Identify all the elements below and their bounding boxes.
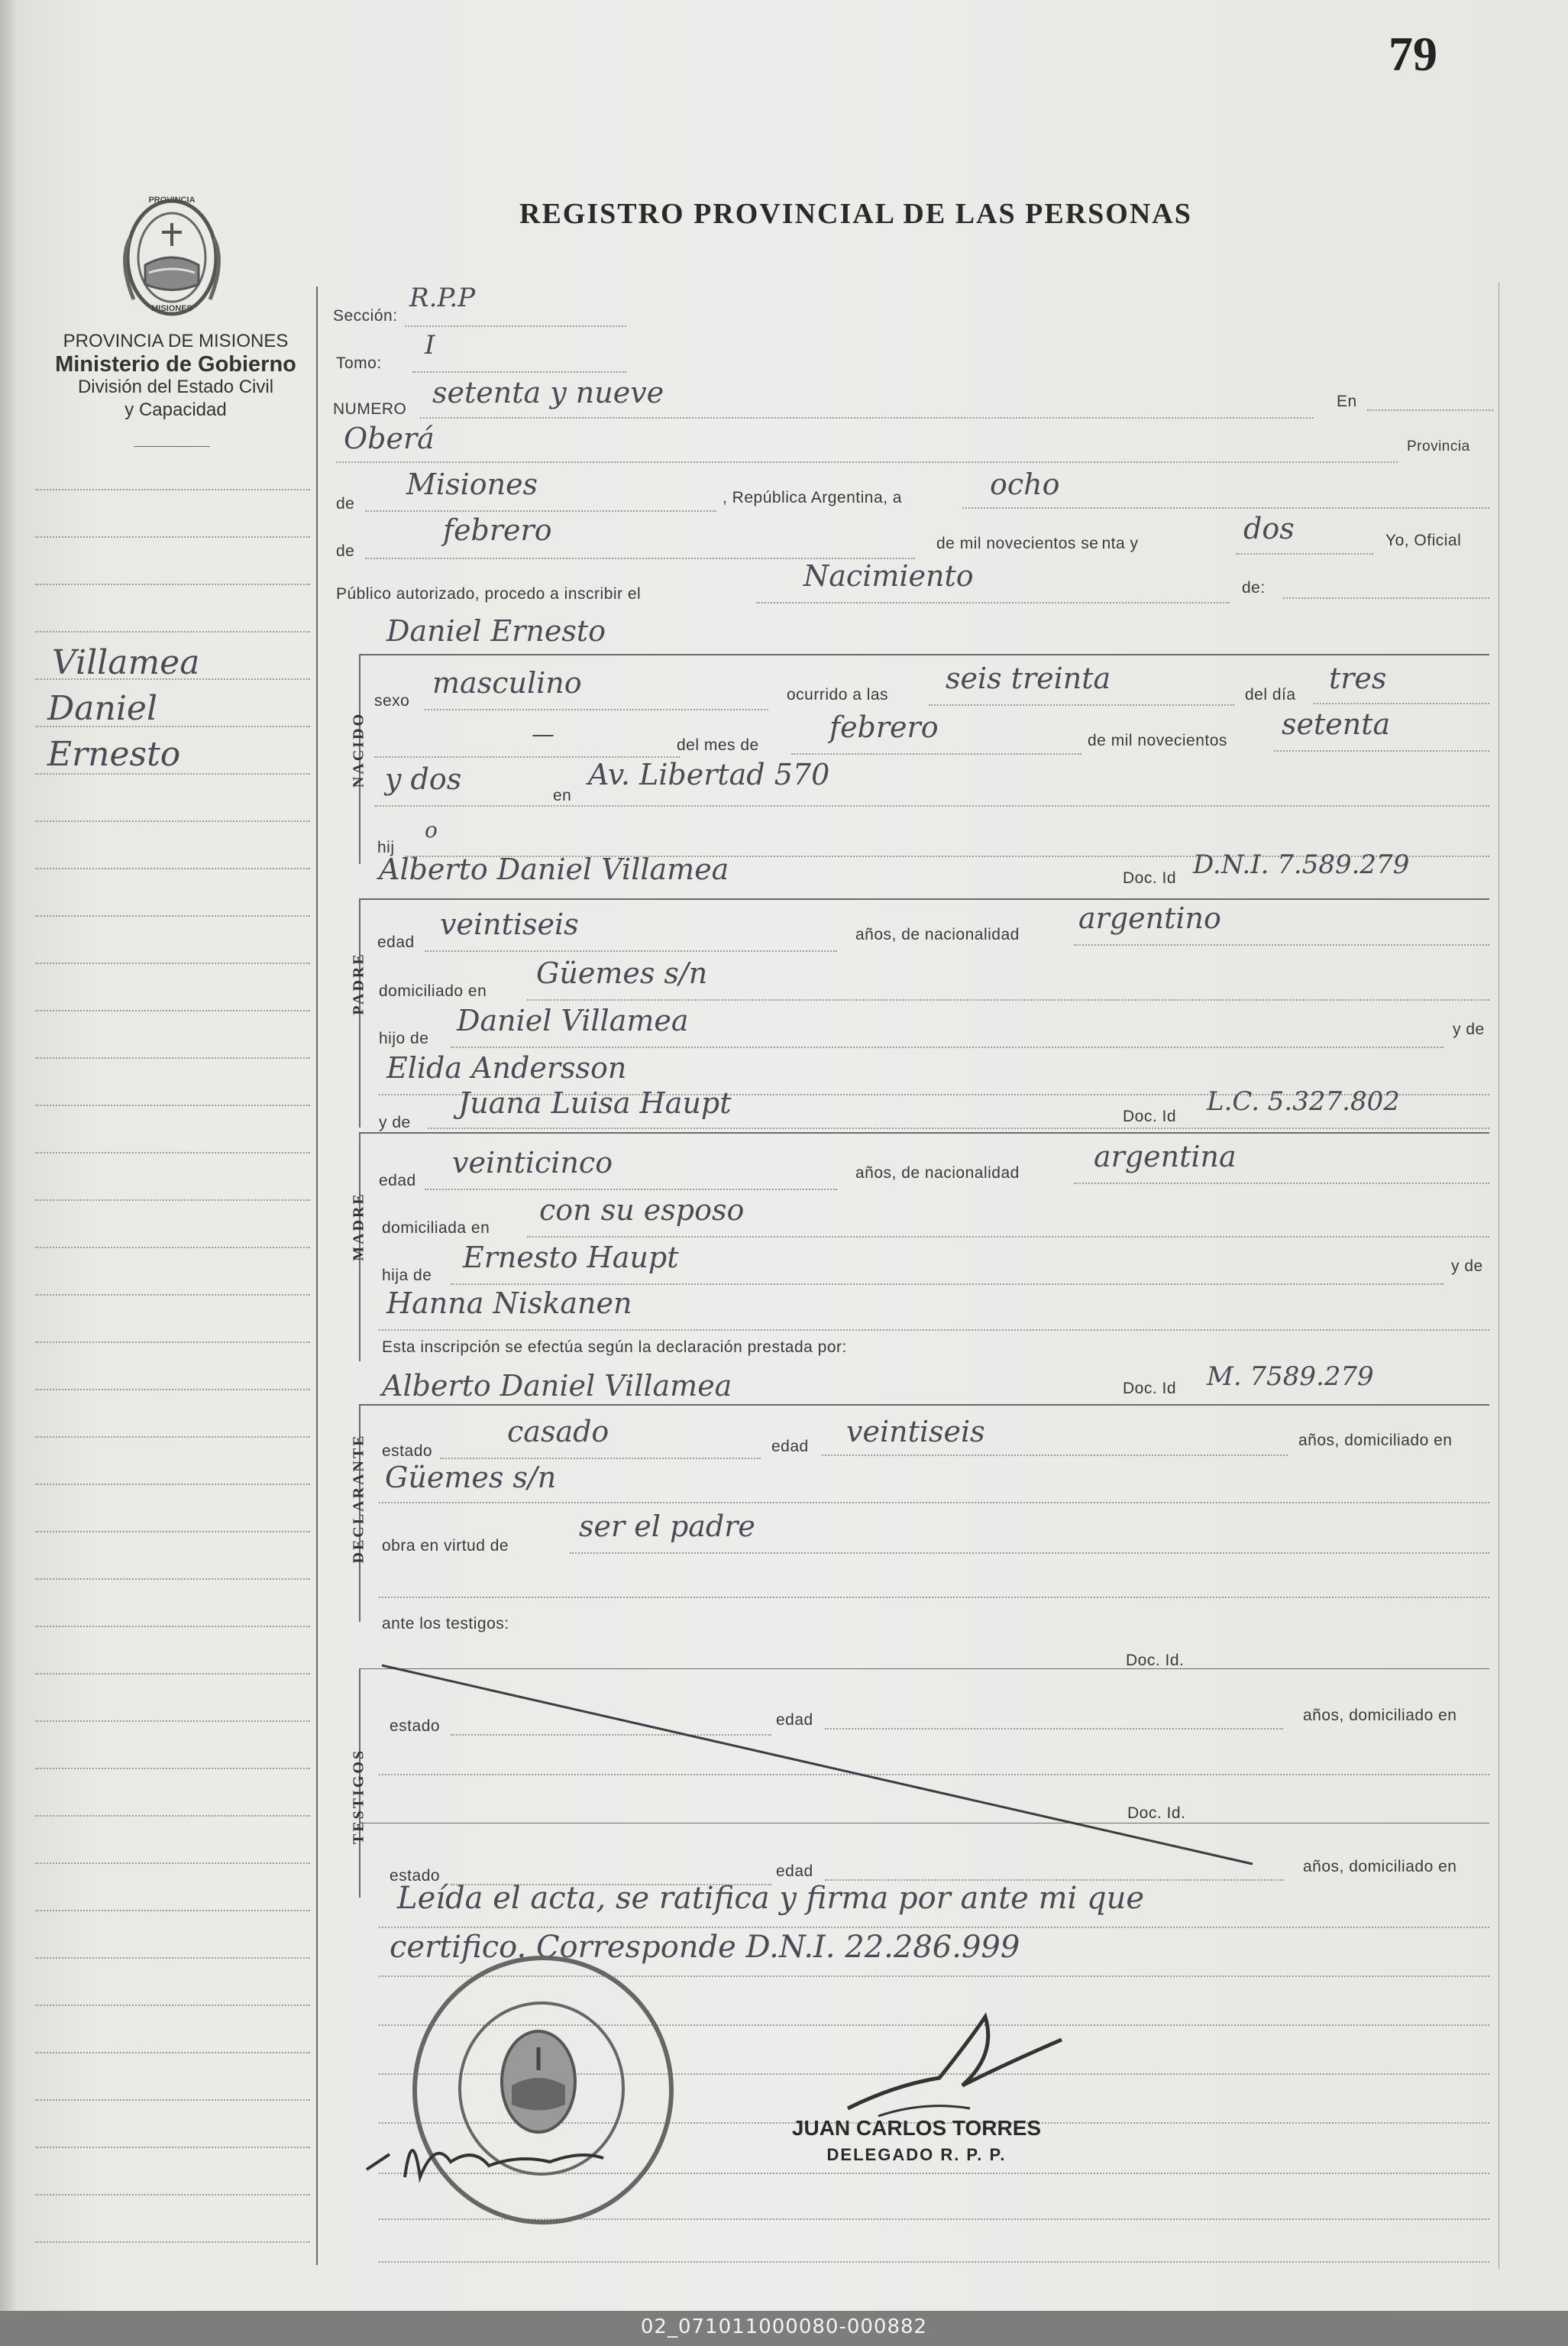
value-declarante-edad: veintiseis bbox=[846, 1415, 985, 1448]
rule bbox=[1314, 703, 1489, 704]
value-mes-acta: febrero bbox=[443, 513, 552, 547]
value-ano-acta: dos bbox=[1243, 512, 1295, 545]
label-y-de-2: y de bbox=[1451, 1257, 1483, 1275]
office-block bbox=[31, 330, 321, 422]
label-hija-de: hija de bbox=[382, 1267, 432, 1284]
label-de: de bbox=[336, 495, 355, 513]
rule bbox=[379, 1927, 1489, 1928]
label-edad-testigo-1: edad bbox=[776, 1711, 813, 1729]
rule bbox=[791, 753, 1081, 755]
label-anos-dom-declarante: años, domiciliado en bbox=[1298, 1432, 1453, 1449]
rule bbox=[365, 510, 716, 512]
label-edad-padre: edad bbox=[377, 934, 415, 951]
margin-rule bbox=[35, 1720, 310, 1722]
label-estado-declarante: estado bbox=[382, 1442, 433, 1460]
margin-rule bbox=[35, 489, 310, 490]
label-publico: Público autorizado, procedo a inscribir el bbox=[336, 585, 642, 603]
value-dia-cont: — bbox=[532, 721, 554, 748]
value-madre-padre: Ernesto Haupt bbox=[463, 1241, 679, 1274]
label-sexo: sexo bbox=[374, 692, 410, 710]
value-declarante-virtud: ser el padre bbox=[579, 1510, 755, 1543]
rule bbox=[1236, 553, 1373, 555]
value-hora: seis treinta bbox=[946, 662, 1111, 695]
value-madre-doc: L.C. 5.327.802 bbox=[1207, 1086, 1400, 1117]
label-de-2: de bbox=[336, 542, 355, 560]
closing-line-2: certifico. Corresponde D.N.I. 22.286.999 bbox=[390, 1930, 1020, 1965]
cancel-stroke bbox=[359, 1658, 1275, 1872]
value-madre-domicilio: con su esposo bbox=[539, 1193, 745, 1227]
rule bbox=[440, 1458, 761, 1459]
label-anos-dom-testigo-1: años, domiciliado en bbox=[1303, 1707, 1457, 1724]
rule bbox=[428, 1128, 1489, 1129]
rule bbox=[359, 654, 1489, 655]
label-y-de-madre: y de bbox=[379, 1114, 411, 1131]
label-provincia: Provincia bbox=[1407, 438, 1470, 455]
label-de-mil bbox=[936, 535, 1138, 553]
official-name: JUAN CARLOS TORRES bbox=[791, 2116, 1042, 2140]
value-padre-domicilio: Güemes s/n bbox=[536, 956, 708, 990]
rule bbox=[412, 371, 626, 373]
label-en: En bbox=[1337, 393, 1357, 410]
rule bbox=[379, 2261, 1489, 2263]
value-madre-madre: Hanna Niskanen bbox=[386, 1286, 632, 1320]
value-declarante-domicilio: Güemes s/n bbox=[385, 1461, 557, 1494]
image-caption: 02_071011000080-000882 bbox=[640, 2315, 928, 2338]
margin-surname: Villamea bbox=[52, 643, 200, 682]
margin-rule bbox=[35, 1294, 310, 1296]
label-nac-padre: años, de nacionalidad bbox=[855, 926, 1020, 943]
margin-rule bbox=[35, 1105, 310, 1106]
value-provincia: Misiones bbox=[406, 468, 538, 501]
official-title: DELEGADO R. P. P. bbox=[826, 2145, 1007, 2164]
rule bbox=[822, 1455, 1288, 1456]
binding-edge bbox=[0, 0, 17, 2311]
margin-rule bbox=[35, 1152, 310, 1154]
rule bbox=[451, 1283, 1444, 1285]
rule bbox=[359, 1404, 1489, 1406]
label-doc-madre: Doc. Id bbox=[1123, 1108, 1177, 1125]
label-estado-testigo-2: estado bbox=[390, 1867, 441, 1885]
value-declarante-nombre: Alberto Daniel Villamea bbox=[382, 1369, 732, 1403]
label-dom-madre: domiciliada en bbox=[382, 1219, 490, 1237]
margin-rule bbox=[35, 631, 310, 633]
label-estado-testigo-1: estado bbox=[390, 1717, 441, 1735]
value-padre-edad: veintiseis bbox=[440, 908, 579, 941]
label-de-colon: de: bbox=[1242, 579, 1266, 597]
margin-rule bbox=[35, 1436, 310, 1438]
official-signature bbox=[832, 1994, 1077, 2131]
page-number: 79 bbox=[1389, 27, 1437, 81]
label-ante: ante los testigos: bbox=[382, 1615, 509, 1632]
label-republica: , República Argentina, a bbox=[723, 489, 902, 506]
rule bbox=[420, 417, 1314, 419]
label-edad-declarante: edad bbox=[771, 1438, 809, 1455]
rule bbox=[1074, 944, 1489, 946]
rule bbox=[1283, 597, 1489, 599]
label-numero: NUMERO bbox=[333, 400, 407, 418]
label-nac-madre: años, de nacionalidad bbox=[855, 1164, 1020, 1182]
rule bbox=[527, 999, 1489, 1001]
rule bbox=[962, 507, 1489, 509]
side-label-padre: PADRE bbox=[350, 952, 367, 1015]
side-label-madre: MADRE bbox=[350, 1192, 367, 1261]
label-de-mil-nov: de mil novecientos bbox=[1088, 732, 1227, 749]
value-ano: setenta bbox=[1282, 707, 1391, 741]
value-madre-nombre: Juana Luisa Haupt bbox=[458, 1086, 732, 1120]
right-rule bbox=[1498, 283, 1499, 2269]
margin-rule bbox=[35, 1815, 310, 1817]
label-anos-dom-testigo-2: años, domiciliado en bbox=[1303, 1858, 1457, 1875]
value-lugar: Av. Libertad 570 bbox=[588, 758, 830, 791]
margin-rule bbox=[35, 2147, 310, 2148]
value-padre-nacionalidad: argentino bbox=[1078, 901, 1221, 935]
label-edad-madre: edad bbox=[379, 1172, 416, 1189]
margin-rule bbox=[35, 2099, 310, 2101]
side-label-nacido: NACIDO bbox=[350, 711, 367, 788]
value-padre-nombre: Alberto Daniel Villamea bbox=[379, 853, 729, 886]
rule bbox=[1074, 1183, 1489, 1184]
margin-rule bbox=[35, 820, 310, 822]
margin-rule bbox=[35, 1910, 310, 1911]
label-de-mil-end: nta y bbox=[1101, 535, 1139, 552]
office-division: División del Estado Civil bbox=[77, 377, 274, 397]
office-ministry: Ministerio de Gobierno bbox=[55, 352, 296, 377]
value-acto: Nacimiento bbox=[803, 559, 974, 593]
label-yo-oficial: Yo, Oficial bbox=[1385, 532, 1462, 549]
rule bbox=[425, 1189, 837, 1190]
value-padre-padre: Daniel Villamea bbox=[457, 1004, 689, 1037]
label-dom-padre: domiciliado en bbox=[379, 982, 487, 1000]
margin-rule bbox=[35, 1341, 310, 1343]
value-dia-acta: ocho bbox=[990, 468, 1060, 501]
label-doc-testigo-1: Doc. Id. bbox=[1126, 1652, 1185, 1669]
value-padre-doc: D.N.I. 7.589.279 bbox=[1193, 849, 1410, 880]
rule bbox=[527, 1236, 1489, 1238]
label-hij: hij bbox=[377, 839, 395, 856]
margin-rule bbox=[35, 1247, 310, 1248]
rule bbox=[379, 1597, 1489, 1598]
registrar-signature bbox=[359, 2108, 619, 2192]
rule bbox=[379, 1329, 1489, 1331]
margin-rule bbox=[35, 1957, 310, 1959]
value-hij-suffix: o bbox=[425, 817, 438, 843]
value-madre-edad: veinticinco bbox=[452, 1146, 613, 1179]
label-obra: obra en virtud de bbox=[382, 1537, 509, 1555]
label-doc-testigo-2: Doc. Id. bbox=[1127, 1804, 1186, 1822]
margin-rule bbox=[35, 1010, 310, 1011]
margin-rule bbox=[35, 1768, 310, 1769]
margin-rule bbox=[35, 1578, 310, 1580]
office-capacity: y Capacidad bbox=[124, 400, 227, 420]
margin-rule bbox=[35, 584, 310, 585]
margin-divider bbox=[316, 286, 318, 2265]
margin-first-name: Daniel bbox=[47, 689, 158, 728]
rule bbox=[1367, 409, 1493, 411]
value-padre-madre: Elida Andersson bbox=[386, 1051, 627, 1085]
label-seccion: Sección: bbox=[333, 307, 398, 325]
rule bbox=[359, 1132, 1489, 1134]
page-heading: REGISTRO PROVINCIAL DE LAS PERSONAS bbox=[519, 198, 1192, 230]
margin-rule bbox=[35, 536, 310, 538]
rule bbox=[756, 602, 1230, 603]
value-declarante-estado: casado bbox=[507, 1415, 609, 1448]
label-del-dia: del día bbox=[1245, 686, 1296, 704]
margin-second-name: Ernesto bbox=[47, 735, 181, 774]
provincial-crest-icon bbox=[115, 193, 229, 322]
label-edad-testigo-2: edad bbox=[776, 1862, 813, 1880]
rule bbox=[374, 805, 1489, 807]
rule bbox=[1274, 750, 1489, 752]
label-doc-declarante: Doc. Id bbox=[1123, 1380, 1177, 1397]
label-en-lugar: en bbox=[553, 787, 572, 804]
rule bbox=[425, 709, 768, 710]
label-inscripcion: Esta inscripción se efectúa según la declaración prestada por: bbox=[382, 1338, 847, 1356]
label-ocurrido: ocurrido a las bbox=[787, 686, 889, 704]
rule bbox=[451, 1047, 1444, 1048]
margin-rule bbox=[35, 1057, 310, 1059]
value-seccion: R.P.P bbox=[409, 283, 476, 313]
value-ano-cont: y dos bbox=[385, 762, 462, 796]
label-tomo: Tomo: bbox=[336, 354, 382, 372]
rule bbox=[425, 950, 837, 952]
closing-line-1: Leída el acta, se ratifica y firma por ante mi que bbox=[397, 1881, 1145, 1916]
crest-top-text: PROVINCIA bbox=[148, 196, 196, 205]
divider bbox=[134, 446, 210, 447]
side-label-declarante: DECLARANTE bbox=[350, 1433, 367, 1564]
value-numero: setenta y nueve bbox=[432, 376, 664, 409]
value-madre-nacionalidad: argentina bbox=[1094, 1140, 1237, 1173]
value-nacido-nombre: Daniel Ernesto bbox=[386, 614, 606, 648]
margin-rule bbox=[35, 1626, 310, 1627]
value-dia: tres bbox=[1329, 662, 1387, 695]
rule bbox=[570, 1552, 1489, 1554]
margin-rule bbox=[35, 2194, 310, 2196]
margin-rule bbox=[35, 1862, 310, 1864]
margin-rule bbox=[35, 1199, 310, 1201]
margin-rule bbox=[35, 868, 310, 869]
rule bbox=[379, 1502, 1489, 1503]
office-province: PROVINCIA DE MISIONES bbox=[63, 331, 289, 351]
margin-rule bbox=[35, 1389, 310, 1390]
margin-rule bbox=[35, 963, 310, 964]
side-label-testigos: TESTIGOS bbox=[350, 1748, 367, 1845]
label-y-de: y de bbox=[1453, 1021, 1485, 1038]
margin-rule bbox=[35, 1484, 310, 1485]
rule bbox=[405, 325, 626, 327]
margin-rule bbox=[35, 1673, 310, 1675]
margin-rule bbox=[35, 1531, 310, 1532]
rule bbox=[929, 704, 1234, 706]
label-de-mil-text: de mil novecientos se bbox=[936, 535, 1099, 552]
margin-rule bbox=[35, 915, 310, 917]
rule bbox=[359, 898, 1489, 900]
value-tomo: I bbox=[425, 330, 435, 361]
label-doc-padre: Doc. Id bbox=[1123, 869, 1177, 887]
label-hijo-de: hijo de bbox=[379, 1030, 429, 1047]
label-del-mes: del mes de bbox=[677, 736, 759, 754]
value-declarante-doc: M. 7589.279 bbox=[1207, 1361, 1374, 1392]
margin-rule bbox=[35, 2005, 310, 2006]
crest-bottom-text: MISIONES bbox=[151, 304, 192, 313]
value-ciudad: Oberá bbox=[344, 422, 435, 455]
rule bbox=[336, 461, 1398, 463]
margin-rule bbox=[35, 2052, 310, 2053]
value-sexo: masculino bbox=[432, 666, 582, 700]
value-mes: febrero bbox=[829, 710, 939, 744]
margin-rule bbox=[35, 2241, 310, 2243]
